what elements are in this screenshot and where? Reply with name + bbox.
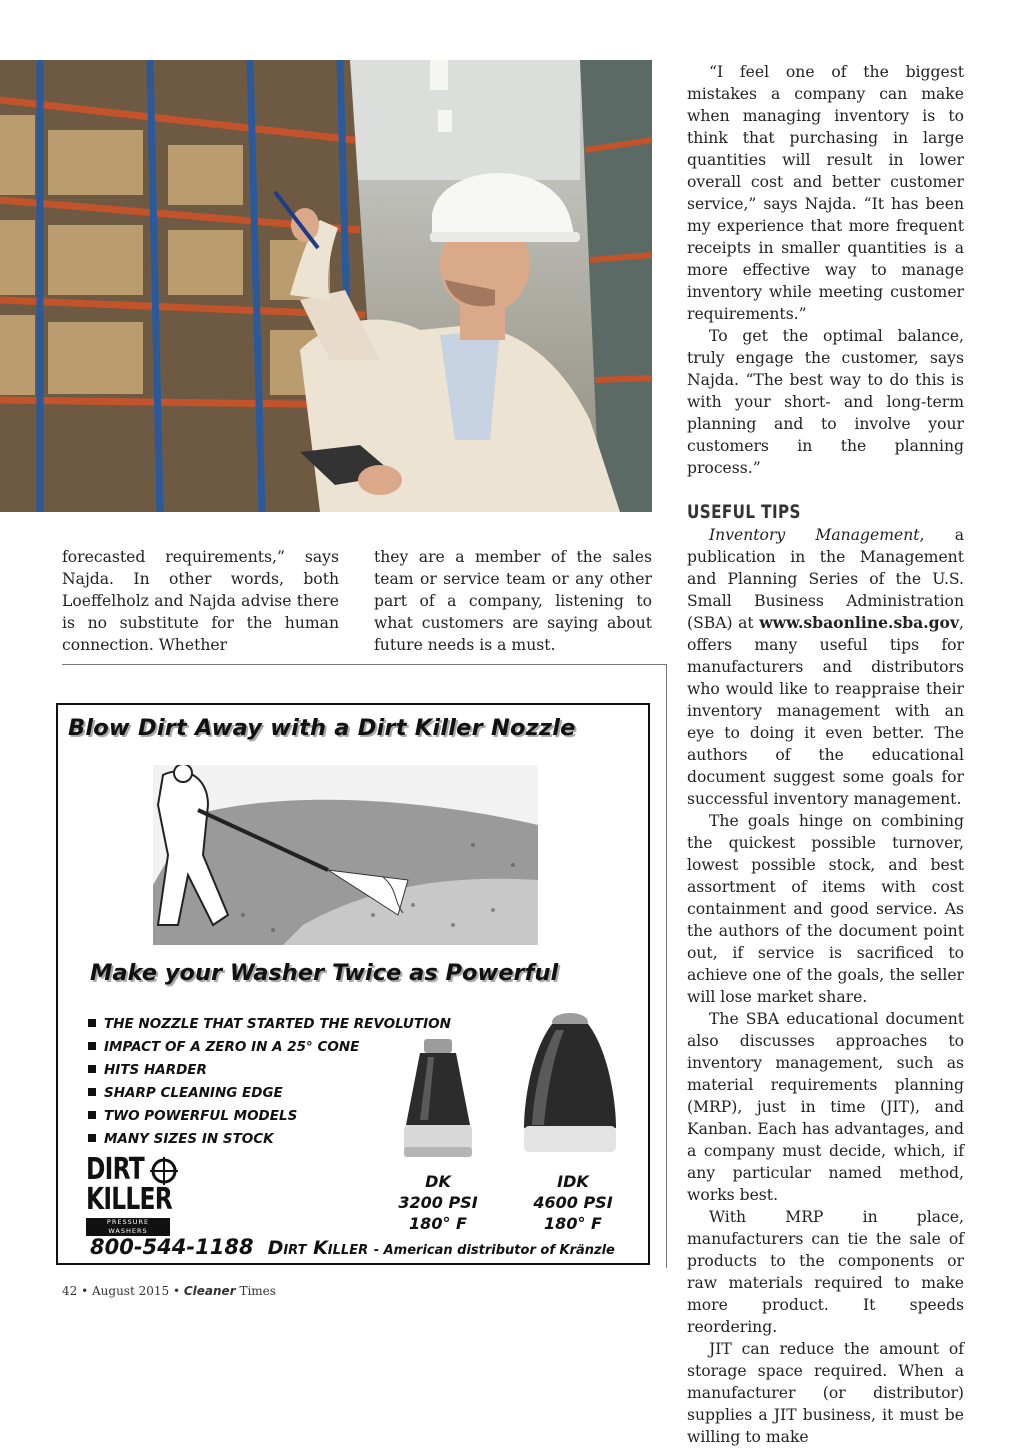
feature-item: [88, 1128, 451, 1151]
folio-separator: •: [169, 1284, 184, 1298]
feature-text: TWO POWERFUL MODELS: [104, 1108, 298, 1124]
phone-number[interactable]: 800-544-1188: [90, 1235, 254, 1259]
feature-text: SHARP CLEANING EDGE: [104, 1085, 283, 1101]
bullet-square-icon: [88, 1111, 96, 1119]
model-name: IDK: [557, 1172, 589, 1191]
paragraph-text: , offers many useful tips for manufacturers and distributors who would like to reappraise their inventory management with an eye to doing it even better. The authors of the educational document suggest some goals for successful inventory management.: [687, 614, 964, 808]
warehouse-photo: [0, 60, 652, 512]
ad-headline: Blow Dirt Away with a Dirt Killer Nozzle: [68, 715, 576, 741]
paragraph: forecasted requirements,” says Najda. In other words, both Loeffelholz and Najda advise there is no substitute for the human connection. Whether: [62, 548, 339, 654]
feature-item: [88, 1036, 451, 1059]
page-number: 42: [62, 1284, 78, 1298]
bullet-square-icon: [88, 1065, 96, 1073]
body-column-left: [62, 546, 339, 656]
feature-text: MANY SIZES IN STOCK: [104, 1131, 274, 1147]
divider-vertical: [666, 664, 667, 1268]
feature-item: [88, 1105, 451, 1128]
feature-item: [88, 1059, 451, 1082]
idk-nozzle-image: [520, 1010, 620, 1160]
paragraph: “I feel one of the biggest mistakes a company can make when managing inventory is to think that purchasing in large quantities will result in lower overall cost and better customer service,” says Najda. “It has been my experience that more frequent receipts in smaller quantities is a more effective way to manage inventory while meeting customer requirements.”: [687, 63, 964, 323]
divider-horizontal: [62, 664, 667, 665]
magazine-name-a: Cleaner: [183, 1284, 236, 1298]
feature-list: [88, 1013, 451, 1151]
body-column-middle: [374, 546, 652, 656]
idk-model-specs: [523, 1171, 623, 1234]
paragraph: The SBA educational document also discusses approaches to inventory management, such as material requirements planning (MRP), just in time (JIT), and Kanban. Each has advantages, and a company must decide, which, if any particular named method, works best.: [687, 1010, 964, 1204]
page-folio: [62, 1284, 276, 1298]
logo-line-2: KILLER: [86, 1182, 172, 1217]
paragraph: JIT can reduce the amount of storage space required. When a manufacturer (or distributor) supplies a JIT business, it must be willing to make: [687, 1340, 964, 1446]
ad-footer: [90, 1235, 615, 1259]
model-psi: 4600 PSI: [533, 1193, 613, 1212]
section-heading: USEFUL TIPS: [687, 501, 801, 523]
bullet-square-icon: [88, 1019, 96, 1027]
model-temp: 180° F: [409, 1214, 467, 1233]
feature-text: HITS HARDER: [104, 1062, 207, 1078]
model-temp: 180° F: [544, 1214, 602, 1233]
publication-title: Inventory Management: [709, 526, 920, 544]
logo-line-1: DIRT: [86, 1152, 144, 1187]
issue-date: August 2015: [92, 1284, 170, 1298]
dk-nozzle-image: [398, 1035, 478, 1165]
feature-text: IMPACT OF A ZERO IN A 25° CONE: [104, 1039, 360, 1055]
bullet-square-icon: [88, 1042, 96, 1050]
body-column-right: [687, 61, 964, 1448]
ad-subheadline: Make your Washer Twice as Powerful: [90, 960, 559, 986]
brand-name: Dirt Killer: [267, 1237, 369, 1259]
sba-url-link[interactable]: www.sbaonline.sba.gov: [759, 613, 960, 632]
magazine-name-b: Times: [235, 1284, 276, 1298]
model-psi: 3200 PSI: [398, 1193, 478, 1212]
dirt-killer-logo: [86, 1152, 206, 1235]
paragraph: they are a member of the sales team or service team or any other part of a company, listening to what customers are saying about future needs is a must.: [374, 548, 652, 654]
distributor-note: - American distributor of Kränzle: [373, 1243, 615, 1258]
paragraph: The goals hinge on combining the quickest possible turnover, lowest possible stock, and best assortment of items with cost containment and good service. As the authors of the document point out, if service is sacrificed to achieve one of the goals, the seller will lose market share.: [687, 812, 964, 1006]
bullet-square-icon: [88, 1134, 96, 1142]
logo-tagline: PRESSURE WASHERS: [86, 1218, 170, 1236]
feature-item: [88, 1082, 451, 1105]
pressure-washer-illustration: [153, 765, 538, 945]
paragraph: To get the optimal balance, truly engage the customer, says Najda. “The best way to do this is with your short- and long-term planning and to involve your customers in the planning process.”: [687, 327, 964, 477]
dk-model-specs: [388, 1171, 488, 1234]
paragraph: [687, 524, 964, 810]
paragraph: With MRP in place, manufacturers can tie the sale of products to the components or raw materials required to make more product. It speeds reordering.: [687, 1208, 964, 1336]
crosshair-icon: [150, 1157, 178, 1185]
dirt-killer-advertisement[interactable]: [56, 703, 650, 1265]
bullet-square-icon: [88, 1088, 96, 1096]
model-name: DK: [425, 1172, 451, 1191]
folio-separator: •: [77, 1284, 92, 1298]
feature-item: [88, 1013, 451, 1036]
feature-text: THE NOZZLE THAT STARTED THE REVOLUTION: [104, 1016, 451, 1032]
paragraph-text: , a publication in the Management and Planning Series of the U.S. Small Business Administration (SBA) at: [687, 526, 964, 632]
